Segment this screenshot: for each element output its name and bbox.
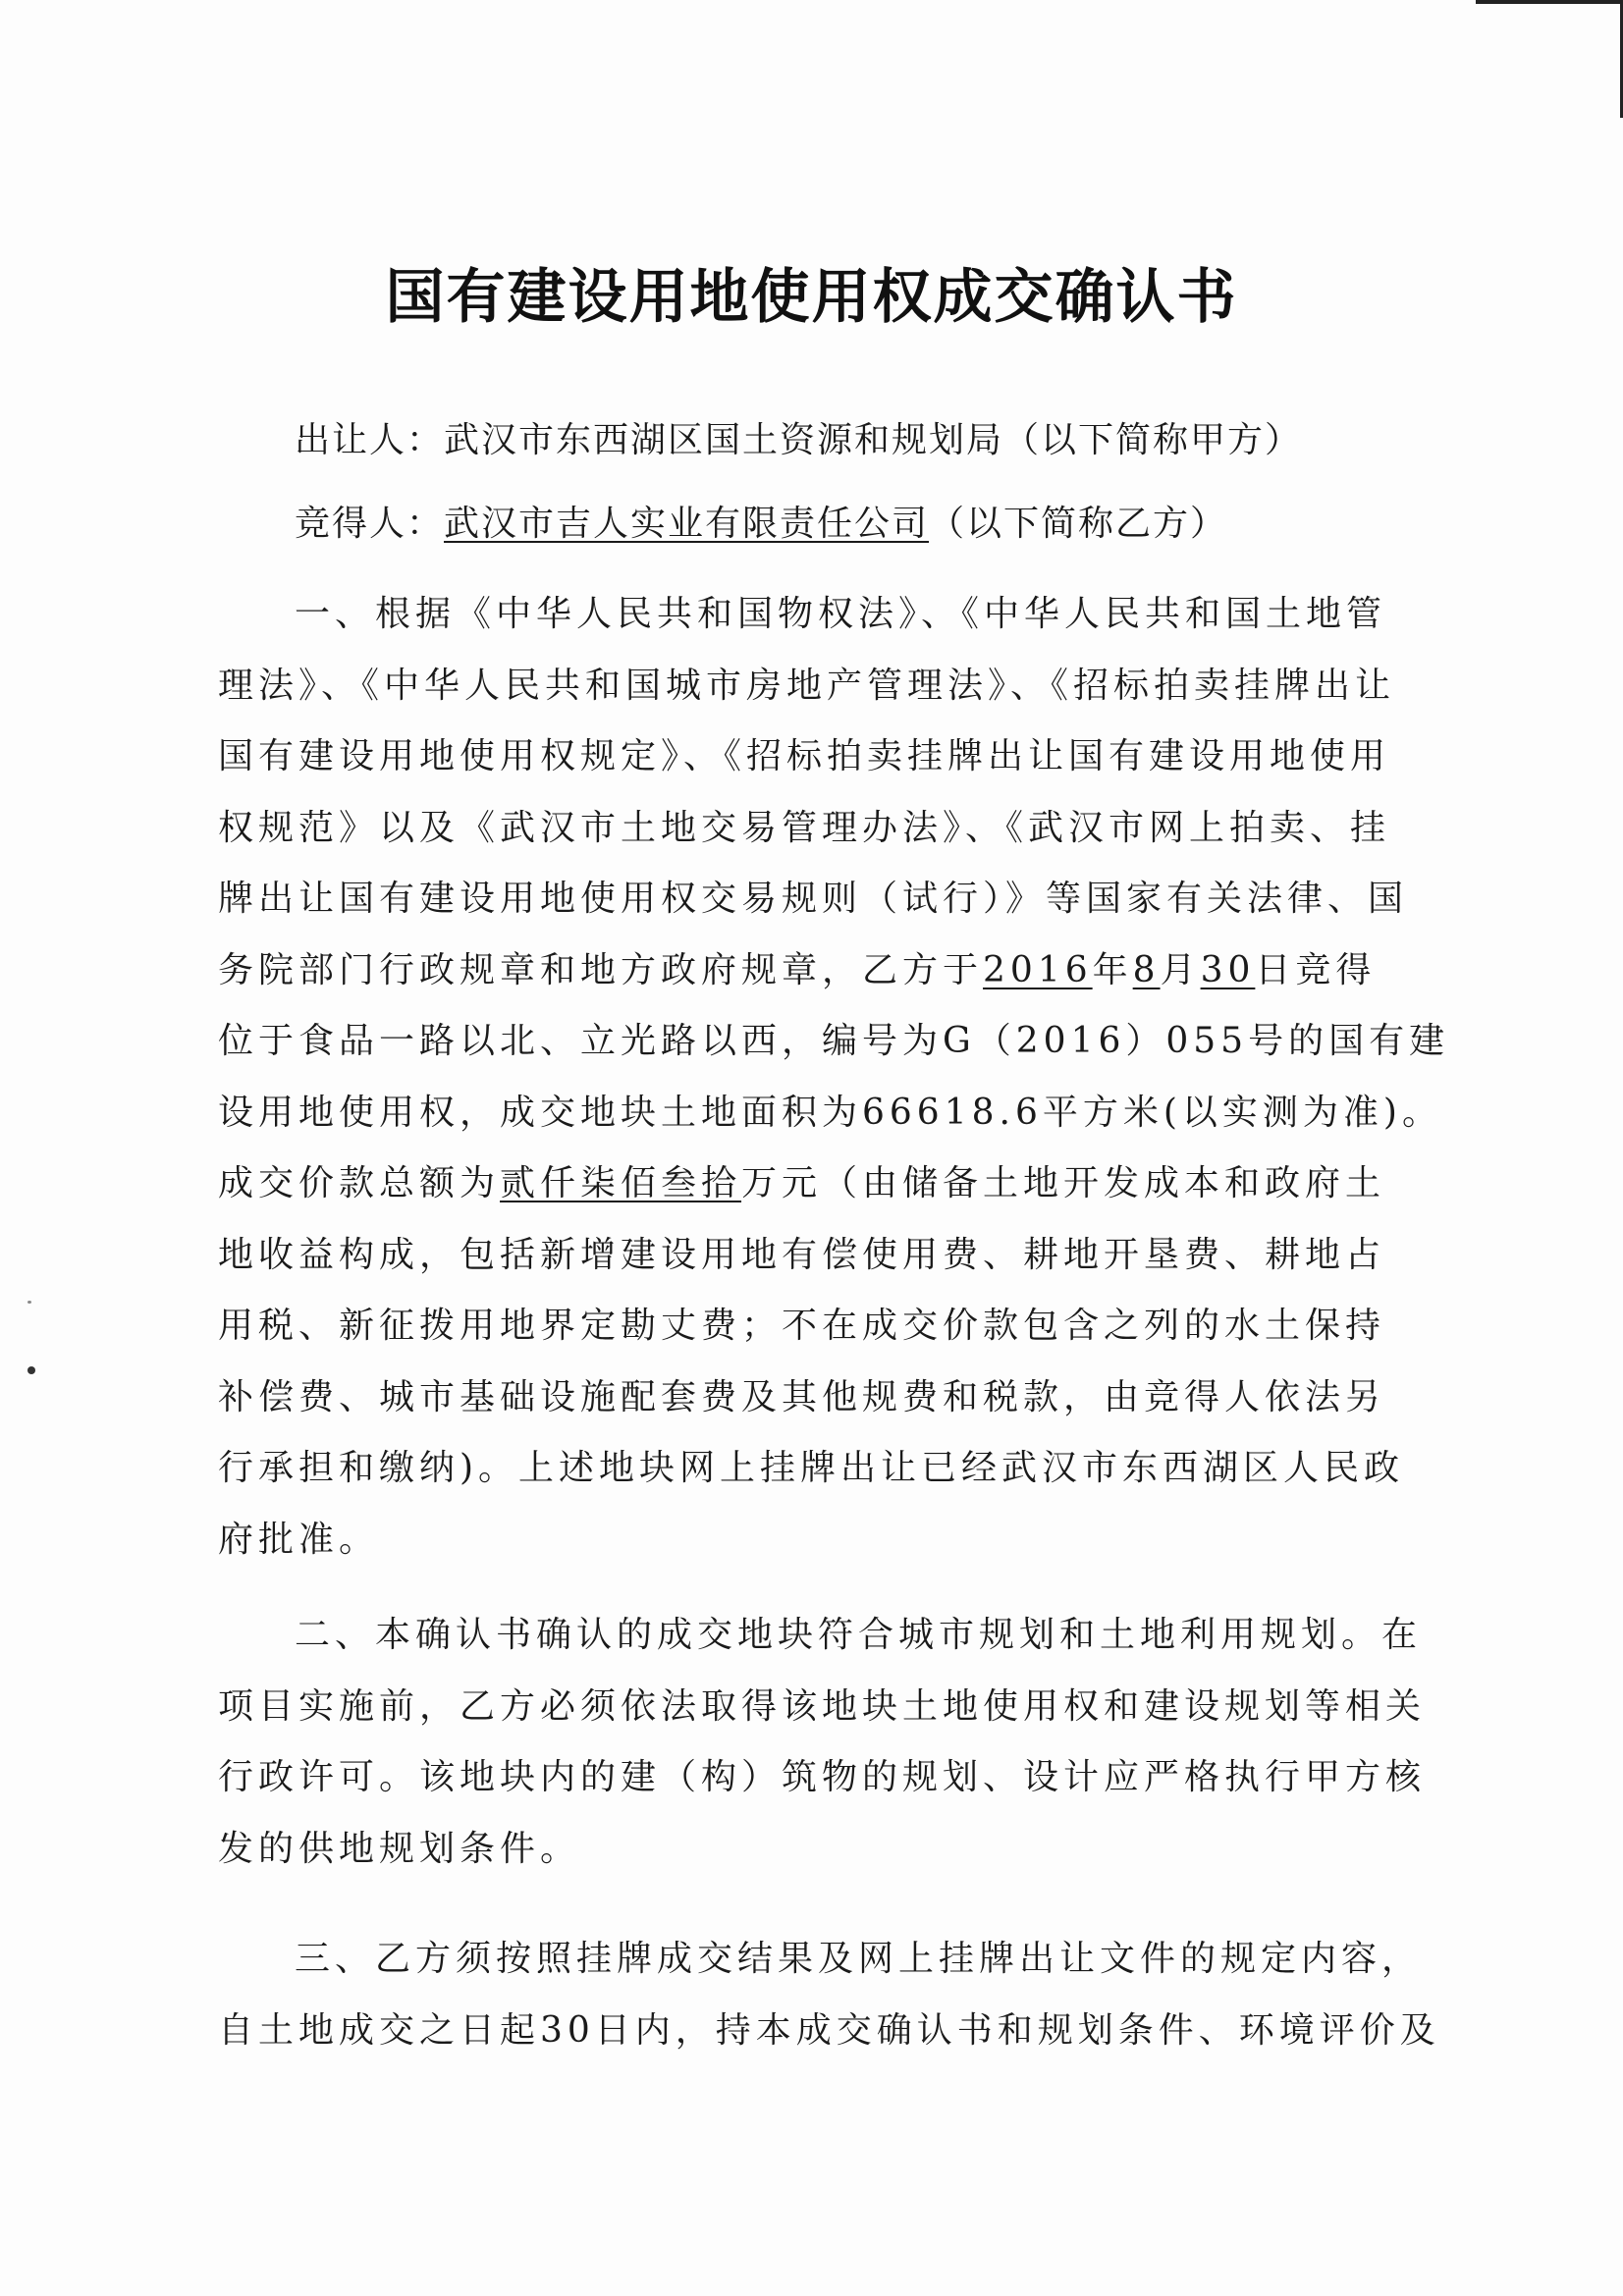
date-day: 30 [1200, 949, 1256, 990]
text-segment: 日竞得 [1255, 949, 1377, 990]
date-month: 8 [1132, 949, 1161, 990]
paragraph-line: 府批准。 [218, 1519, 380, 1560]
paragraph-line: 项目实施前，乙方必须依法取得该地块土地使用权和建设规划等相关 [218, 1685, 1427, 1727]
paragraph-line: 二、本确认书确认的成交地块符合城市规划和土地利用规划。在 [295, 1615, 1423, 1655]
text-segment: 万元（由储备土地开发成本和政府土 [741, 1163, 1386, 1203]
paragraph-line [218, 1148, 1455, 1220]
scan-speck [27, 1366, 35, 1374]
grantor-name: 武汉市东西湖区国土资源和规划局 [444, 420, 1004, 460]
paragraph-line: 补偿费、城市基础设施配套费及其他规费和税款，由竞得人依法另 [218, 1376, 1386, 1417]
scan-speck [27, 1301, 31, 1304]
grantee-name: 武汉市吉人实业有限责任公司 [444, 504, 930, 544]
paragraph-line: 位于食品一路以北、立光路以西，编号为G（2016）055号的国有建 [218, 1021, 1450, 1061]
text-segment: 成交价款总额为 [218, 1163, 501, 1203]
paragraph-line: 设用地使用权，成交地块土地面积为66618.6平方米(以实测为准)。 [218, 1092, 1442, 1133]
grantor-label: 出让人： [295, 420, 445, 460]
grantee-label: 竞得人： [295, 504, 445, 544]
paragraph-line: 权规范》以及《武汉市土地交易管理办法》、《武汉市网上拍卖、挂 [218, 807, 1391, 848]
scan-edge-mark [1476, 0, 1623, 4]
grantor-suffix: （以下简称甲方） [1003, 420, 1303, 460]
paragraph-3 [218, 1924, 1455, 2066]
grantee-suffix: （以下简称乙方） [929, 504, 1228, 544]
paragraph-line: 自土地成交之日起30日内，持本成交确认书和规划条件、环境评价及 [218, 2009, 1440, 2051]
paragraph-line: 牌出让国有建设用地使用权交易规则（试行）》等国家有关法律、国 [218, 879, 1409, 919]
paragraph-line: 一、根据《中华人民共和国物权法》、《中华人民共和国土地管 [295, 594, 1387, 634]
paragraph-line: 行承担和缴纳)。上述地块网上挂牌出让已经武汉市东西湖区人民政 [218, 1448, 1405, 1488]
paragraph-line: 行政许可。该地块内的建（构）筑物的规划、设计应严格执行甲方核 [218, 1757, 1427, 1797]
total-price: 贰仟柒佰叁拾 [500, 1163, 742, 1203]
paragraph-line: 发的供地规划条件。 [218, 1828, 581, 1869]
paragraph-line: 三、乙方须按照挂牌成交结果及网上挂牌出让文件的规定内容， [295, 1939, 1423, 1979]
paragraph-line [218, 935, 1455, 1007]
paragraph-line: 用税、新征拨用地界定勘丈费；不在成交价款包含之列的水土保持 [218, 1306, 1386, 1346]
paragraph-line: 地收益构成，包括新增建设用地有偿使用费、耕地开垦费、耕地占 [218, 1234, 1386, 1275]
paragraph-line: 理法》、《中华人民共和国城市房地产管理法》、《招标拍卖挂牌出让 [218, 665, 1396, 706]
year-unit: 年 [1092, 949, 1133, 990]
grantor-line [295, 417, 1302, 464]
paragraph-line: 国有建设用地使用权规定》、《招标拍卖挂牌出让国有建设用地使用 [218, 736, 1391, 776]
grantee-line [295, 501, 1227, 548]
document-title: 国有建设用地使用权成交确认书 [385, 263, 1238, 332]
text-segment: 务院部门行政规章和地方政府规章，乙方于 [218, 949, 984, 990]
date-year: 2016 [983, 949, 1093, 990]
paragraph-1 [218, 579, 1455, 1575]
paragraph-2 [218, 1600, 1455, 1885]
month-unit: 月 [1160, 949, 1201, 990]
